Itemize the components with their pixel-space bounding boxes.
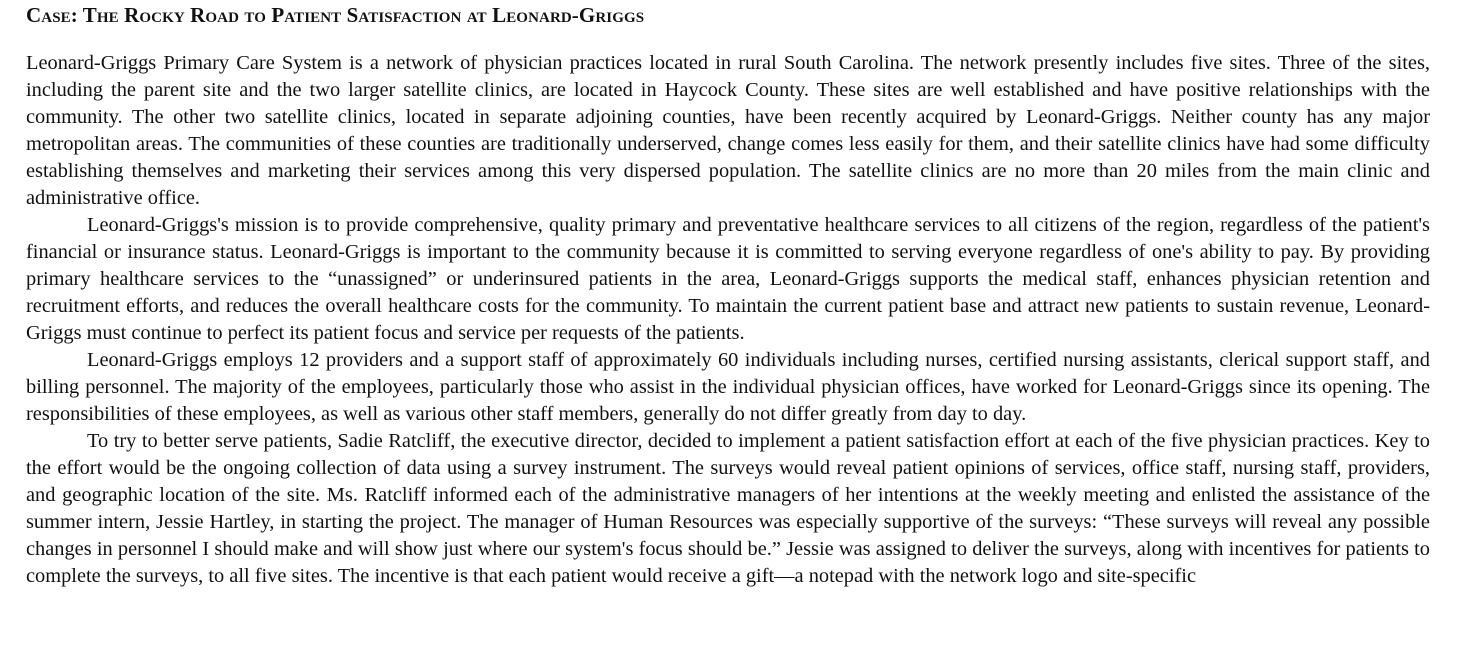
document-page: [26, 0, 1430, 590]
case-body: [26, 50, 1430, 590]
paragraph-2: Leonard-Griggs's mission is to provide comprehensive, quality primary and preventative healthcare services to all citizens of the region, regardless of the patient's financial or insurance status. Leonard-Griggs is important to the community because it is committed to serving everyone regardless of one's ability to pay. By providing primary healthcare services to the “unassigned” or underinsured patients in the area, Leonard-Griggs supports the medical staff, enhances physician retention and recruitment efforts, and reduces the overall healthcare costs for the community. To maintain the current patient base and attract new patients to sustain revenue, Leonard-Griggs must continue to perfect its patient focus and service per requests of the patients.: [26, 214, 1430, 344]
paragraph-4: To try to better serve patients, Sadie Ratcliff, the executive director, decided to implement a patient satisfaction effort at each of the five physician practices. Key to the effort would be the ongoing collection of data using a survey instrument. The surveys would reveal patient opinions of services, office staff, nursing staff, providers, and geographic location of the site. Ms. Ratcliff informed each of the administrative managers of her intentions at the weekly meeting and enlisted the assistance of the summer intern, Jessie Hartley, in starting the project. The manager of Human Resources was especially supportive of the surveys: “These surveys will reveal any possible changes in personnel I should make and will show just where our system's focus should be.” Jessie was assigned to deliver the surveys, along with incentives for patients to complete the surveys, to all five sites. The incentive is that each patient would receive a gift—a notepad with the network logo and site-specific: [26, 430, 1430, 587]
paragraph-1: Leonard-Griggs Primary Care System is a network of physician practices located in rural South Carolina. The network presently includes five sites. Three of the sites, including the parent site and the two larger satellite clinics, are located in Haycock County. These sites are well established and have positive relationships with the community. The other two satellite clinics, located in separate adjoining counties, have been recently acquired by Leonard-Griggs. Neither county has any major metropolitan areas. The communities of these counties are traditionally underserved, change comes less easily for them, and their satellite clinics have had some difficulty establishing themselves and marketing their services among this very dispersed population. The satellite clinics are no more than 20 miles from the main clinic and administrative office.: [26, 52, 1430, 209]
paragraph-3: Leonard-Griggs employs 12 providers and a support staff of approximately 60 individuals including nurses, certified nursing assistants, clerical support staff, and billing personnel. The majority of the employees, particularly those who assist in the individual physician offices, have worked for Leonard-Griggs since its opening. The responsibilities of these employees, as well as various other staff members, generally do not differ greatly from day to day.: [26, 349, 1430, 425]
case-title: Case: The Rocky Road to Patient Satisfaction at Leonard-Griggs: [26, 3, 645, 27]
